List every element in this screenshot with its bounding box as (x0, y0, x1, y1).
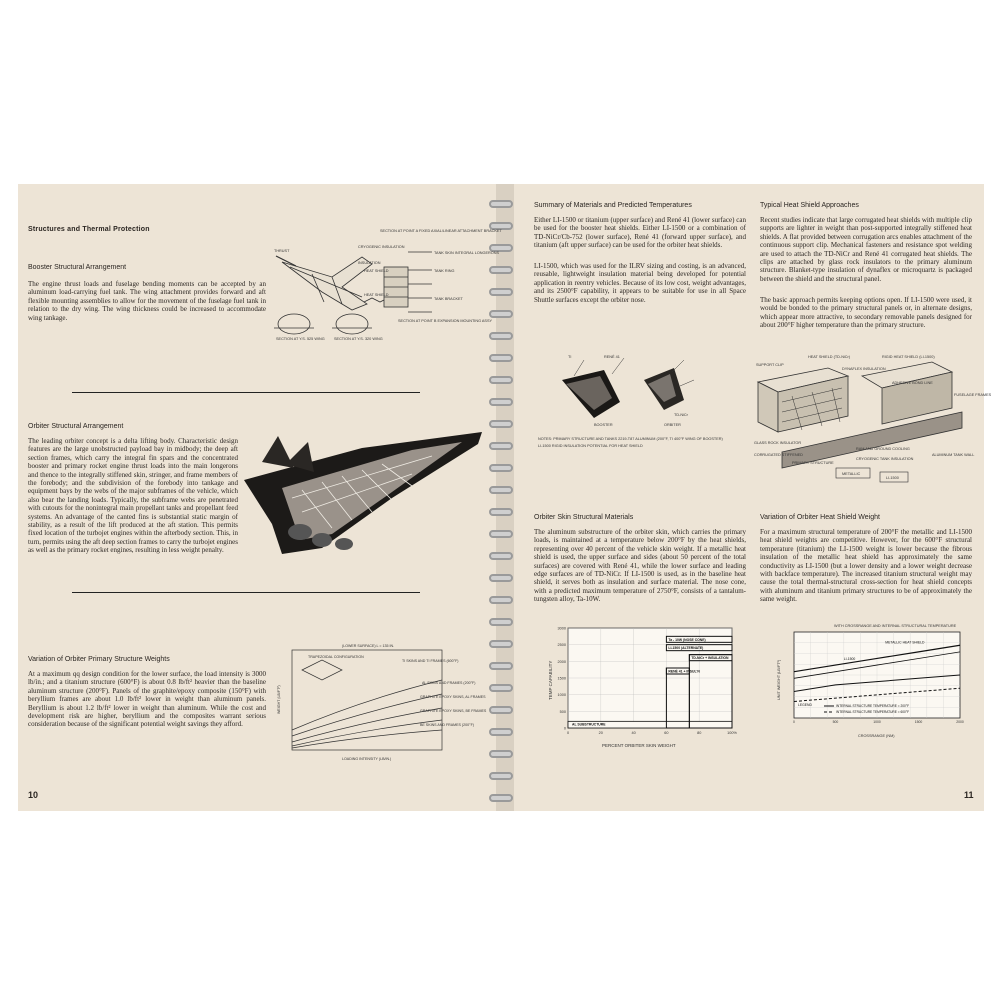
chart-label: (LOWER SURFACE) L = 135 IN. (342, 644, 395, 648)
fig-label: TANK RING (434, 269, 455, 273)
chart-label: LOADING INTENSITY (LB/IN.) (342, 757, 392, 761)
typical-heading: Typical Heat Shield Approaches (760, 202, 859, 209)
x-axis-label: PERCENT ORBITER SKIN WEIGHT (602, 743, 676, 748)
orbiter-heading: Orbiter Structural Arrangement (28, 423, 124, 430)
fig-label: ADHESIVE BOND LINE (892, 381, 933, 385)
temp-capability-chart (542, 620, 742, 750)
binding-coil (489, 310, 513, 318)
y-tick-label: 3000 (557, 626, 566, 631)
fig-label: RAM AND GROUND COOLING (856, 447, 910, 451)
binding-coil (489, 200, 513, 208)
y-tick-label: 2500 (557, 643, 566, 648)
chart-label: TRAPEZOIDAL CONFIGURATION (308, 655, 364, 659)
fig-label: CRYOGENIC INSULATION (358, 245, 405, 249)
fig-label: SECTION AT Y.S. 525 WING (276, 337, 325, 341)
binding-coil (489, 596, 513, 604)
x-tick-label: 1000 (873, 720, 881, 724)
x-tick-label: 0 (793, 720, 795, 724)
binding-coil (489, 442, 513, 450)
fig-label: CRYOGENIC TANK INSULATION (856, 457, 914, 461)
chart-label: GRAPHITE EPOXY SKINS, BE FRAMES (420, 709, 487, 713)
fig-label: THRUST (274, 249, 290, 253)
fig-label: BOOSTER (594, 423, 613, 427)
fig-label: INSULATION (358, 261, 381, 265)
heat-shield-figure (752, 352, 992, 490)
fig-label: SECTION AT POINT B EXPANSION MOUNTING ASSY (398, 319, 493, 323)
fig-label: RIGID HEAT SHIELD (LI-1500) (882, 355, 935, 359)
binding-coil (489, 794, 513, 802)
x-tick-label: 0 (566, 731, 570, 735)
binding-coil (489, 772, 513, 780)
binding-coil (489, 486, 513, 494)
variation-text: For a maximum structural temperature of 200°F the metallic and LI-1500 heat shield weights are competitive. However, for the 600°F structural temperature (titanium) the LI-1500 weight is lower because the fibrous insulation of the metallic heat shield has approximately the same conductivity as LI-1500 (but a lower density and a lower weight decrease with backface temperature). The increased titanium structural weight may cause the total thermal-structural cross-section for heat shield concepts with aluminum and titanium primary structures to be of approximately the same weight. (760, 528, 972, 604)
section-title: Structures and Thermal Protection (28, 226, 150, 233)
chart-label: BE SKINS AND FRAMES (200°F) (420, 723, 474, 727)
x-tick-label: 60 (664, 731, 669, 735)
fig-label: TI (568, 355, 572, 359)
fig-label: SUPPORT CLIP (756, 363, 784, 367)
weights-text: At a maximum qq design condition for the lower surface, the load intensity is 3000 lb/in.; and a titanium structure (600°F) is about 0.8 lb/ft² heavier than the baseline aluminum structure (200°F). Panels of the graphite/epoxy composite (150°F) with beryllium frames are about 1.0 lb/ft² lower in weight than aluminum panels. Beryllium is about 1.2 lb/ft² lower in weight than aluminum. While the cost and development risk are higher, beryllium and the composites warrant serious consideration because of the significant potential weight savings they afford. (28, 670, 266, 729)
binding-coil (489, 288, 513, 296)
binding-coil (489, 640, 513, 648)
binding-coil (489, 376, 513, 384)
y-tick-label: 1500 (557, 676, 566, 681)
x-tick-label: 20 (598, 731, 603, 735)
fig-label: CORRUGATED STIFFENED (754, 453, 803, 457)
binding-coil (489, 332, 513, 340)
series-label: LI-1500 (843, 657, 856, 662)
weights-heading: Variation of Orbiter Primary Structure Weights (28, 656, 170, 663)
binding-coil (489, 464, 513, 472)
fig-note: LI-1500 RIGID INSULATION POTENTIAL FOR HEAT SHIELD (538, 444, 643, 448)
chart-label: WEIGHT (LB/FT²) (277, 685, 281, 714)
binding-coil (489, 420, 513, 428)
fig-label: DYNAFLEX INSULATION (842, 367, 886, 371)
fig-label: FUSELAGE FRAMES (954, 393, 992, 397)
fig-label: HEAT SHIELD (TD-NiCr) (808, 355, 851, 359)
binding-coil (489, 552, 513, 560)
booster-text: The engine thrust loads and fuselage bending moments can be accepted by an aluminum load-carrying fuel tank. The wing attachment provides forward and aft flexible mounting assemblies to allow for the movement of the fuselage fuel tank in relation to the dry wing. The wing thickness could be increased to accommodate wing tankage. (28, 280, 266, 322)
heat-shield-weight-chart (774, 620, 970, 740)
chart-label: GRAPHITE EPOXY SKINS, AL FRAMES (420, 695, 486, 699)
legend-entry: INTERNAL STRUCTURE TEMPERATURE = 200°F (836, 704, 910, 708)
summary-text-2: LI-1500, which was used for the ILRV sizing and costing, is an advanced, reusable, lightweight insulation material being developed for potential application in reentry vehicles. Because of its low cost, weight advantages, and its 2500°F capability, it appears to be suitable for use in all Space Shuttle surfaces except the orbiter nose. (534, 262, 746, 304)
y-tick-label: 0 (563, 726, 566, 731)
variation-heading: Variation of Orbiter Heat Shield Weight (760, 514, 880, 521)
x-tick-label: 80 (697, 731, 702, 735)
x-tick-label: 500 (832, 720, 839, 724)
y-axis-label: TEMP CAPABILITY (548, 660, 553, 700)
y-axis-label: UNIT WEIGHT (LB/FT²) (777, 659, 781, 700)
binding-coil (489, 574, 513, 582)
skin-heading: Orbiter Skin Structural Materials (534, 514, 634, 521)
binding-coil (489, 266, 513, 274)
binding-coil (489, 354, 513, 362)
binding-coil (489, 662, 513, 670)
y-tick-label: 2000 (557, 659, 566, 664)
fig-label: SECTION AT Y.S. 320 WING (334, 337, 383, 341)
orbiter-text: The leading orbiter concept is a delta lifting body. Characteristic design features are the large unobstructed payload bay in midbody; the deep aft section frames, which carry the integral fin spars and the concentrated booster and primary rocket engine thrust loads into the main longerons and thence to the integrally stiffened skin, stringer, and frame members of the forebody; and the subdivision of the forebody into tankage and equipment bays by the webs of the major subframes of the vehicle, which also bear the landing loads. Typically, the subframe webs are penetrated with cutouts for the nonintegral main propellant tanks and propellant feed systems. An advantage of the canted fins is substantial static margin of stability, as a result of the lift produced at the aft station. This permits fixed location of the turbojet engines within the afterbody section. This, in turn, permits using the aft deep section frames to carry the turbojet engines as well as the primary rocket engines, resulting in less weight penalty. (28, 437, 238, 555)
skin-text: The aluminum substructure of the orbiter skin, which carries the primary loads, is maintained at a temperature below 200°F by the heat shields, representing over 40 percent of the vehicle skin weight. If a metallic heat shield is used, the upper surface and sides (about 50 percent of the total surfaces) are covered with René 41, while the lower surface and leading edge surfaces are of TD-NiCr. If LI-1500 is used, as in the baseline heat shield, it serves both as insulation and surface material. The nose cone, with a predicted maximum temperature of 2750°F, consists of a tantalum-tungsten alloy, Ta-10W. (534, 528, 746, 604)
fig-label: TANK BRACKET (434, 297, 463, 301)
binding-coil (489, 706, 513, 714)
booster-heading: Booster Structural Arrangement (28, 264, 127, 271)
fig-label: METALLIC (842, 472, 861, 476)
booster-structure-figure (272, 222, 502, 344)
materials-temperatures-figure (534, 340, 746, 452)
fig-label: GLASS ROCK INSULATOR (754, 441, 802, 445)
divider-rule (72, 392, 420, 393)
legend-title: LEGEND (798, 703, 812, 707)
page-number-left: 10 (28, 790, 39, 800)
structure-weights-chart (272, 640, 487, 762)
binding-spine (496, 184, 514, 811)
bar-label: Ta - 10W (NOSE CONE) (668, 637, 706, 642)
binding-coil (489, 750, 513, 758)
binding-coil (489, 398, 513, 406)
fig-label: ALUMINUM TANK WALL (932, 453, 975, 457)
x-tick-label: 2000 (956, 720, 964, 724)
fig-label: RENÉ 41 (604, 355, 620, 359)
chart-label: AL SKINS AND FRAMES (200°F) (422, 681, 476, 685)
fig-label: PRIMARY STRUCTURE (792, 461, 834, 465)
y-tick-label: 1000 (557, 693, 566, 698)
fig-label: TANK SKIN INTEGRAL LONGERONS (434, 251, 499, 255)
fig-label: SECTION AT POINT A FIXED AXIAL/LINEAR ATTACHMENT BRACKET (380, 229, 502, 233)
bar-label: AL SUBSTRUCTURE (572, 722, 606, 727)
page-number-right: 11 (964, 790, 974, 800)
binding-coil (489, 618, 513, 626)
summary-heading: Summary of Materials and Predicted Temperatures (534, 202, 692, 209)
typical-text-1: Recent studies indicate that large corrugated heat shields with multiple clip supports are lighter in weight than post-supported integrally stiffened heat shields. A flat provided between corrugation arcs enables attachment of the continuous support clip. Mechanical fasteners and resistance spot welding are used to attach the TD-NiCr and René 41 corrugated heat shields. The clips are attached by glass rock insulators to the primary aluminum structure. Blanket-type insulation of dynaflex or microquartz is packaged between the shield and the structural panel. (760, 216, 972, 283)
fig-label: ORBITER (664, 423, 681, 427)
binding-coil (489, 508, 513, 516)
orbiter-cutaway-figure (242, 428, 486, 568)
bar-label: RENÉ 41 + INSUL'N (668, 669, 700, 674)
y-tick-label: 500 (559, 709, 566, 714)
binding-coil (489, 530, 513, 538)
fig-label: LI-1500 (886, 476, 899, 480)
typical-text-2: The basic approach permits keeping options open. If LI-1500 were used, it would be bonded to the primary structural panels or, in alternate designs, which appear more attractive, to secondary removable panels designed for about 200°F higher temperature than the primary structure. (760, 296, 972, 330)
x-tick-label: 1500 (914, 720, 923, 724)
x-tick-label: 40 (631, 731, 636, 735)
bar-label: LI-1500 (ALTERNATE) (668, 646, 704, 651)
x-axis-label: CROSSRANGE (NM) (858, 734, 895, 738)
fig-label: TD-NiCr (674, 413, 688, 417)
legend-entry: INTERNAL STRUCTURE TEMPERATURE = 600°F (836, 710, 910, 714)
fig-label: HEAT SHIELD (364, 293, 389, 297)
chart-label: TI SKINS AND TI FRAMES (600°F) (402, 659, 459, 663)
divider-rule (72, 592, 420, 593)
summary-text-1: Either LI-1500 or titanium (upper surface) and René 41 (lower surface) can be used for the booster heat shields. Either LI-1500 or a combination of TD-NiCr/Cb-752 (lower surface), René 41 (forward upper surface), and titanium (aft upper surface) can be used for the orbiter heat shields. (534, 216, 746, 250)
fig-note: NOTES: PRIMARY STRUCTURE AND TANKS 2219-T87 ALUMINUM (200°F, TI 400°F WING OF BOOSTER) (538, 437, 723, 441)
binding-coil (489, 728, 513, 736)
chart-title: WITH CROSSRANGE AND INTERNAL STRUCTURAL TEMPERATURE (834, 624, 957, 628)
bar-label: TD-NiCr + INSULATION (691, 656, 729, 661)
series-label: METALLIC HEAT SHIELD (885, 640, 925, 645)
x-tick-label: 100% (727, 731, 737, 735)
binding-coil (489, 684, 513, 692)
fig-label: HEAT SHIELD (364, 269, 389, 273)
